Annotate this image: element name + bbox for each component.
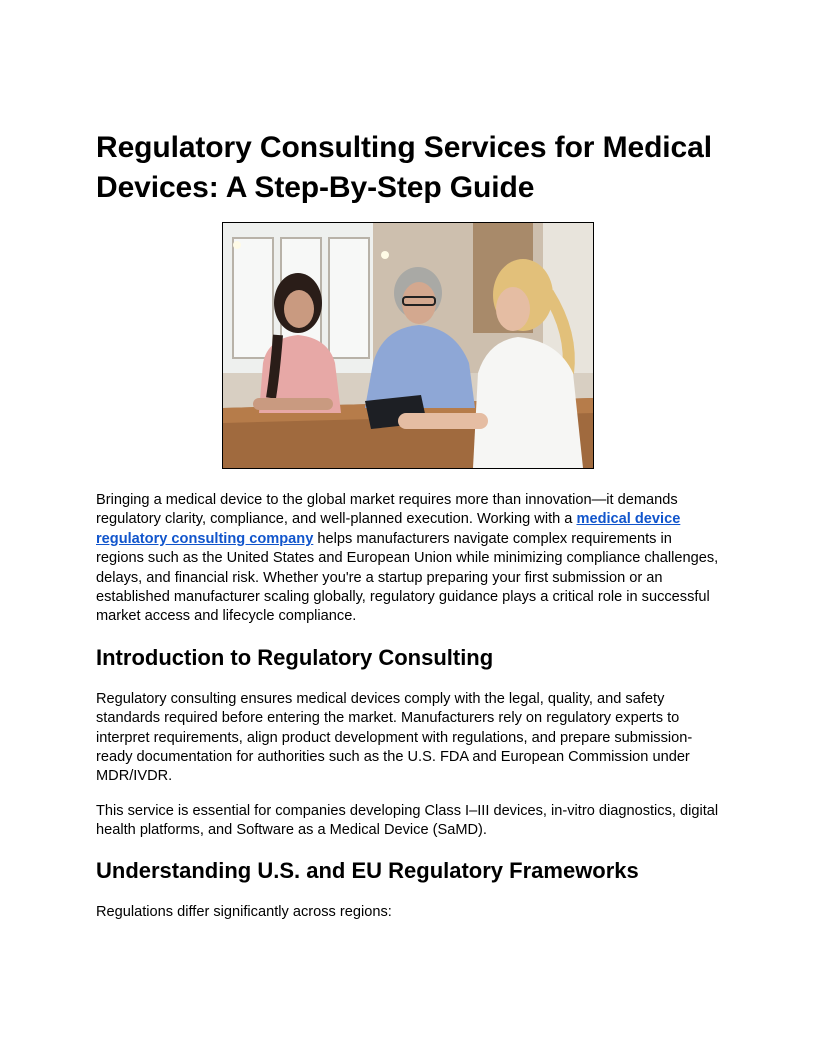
section1-paragraph-2: This service is essential for companies developing Class I–III devices, in-vitro diagnostics, digital health platforms, and Software as a Medical Device (SaMD). bbox=[96, 802, 719, 839]
consulting-meeting-photo bbox=[222, 222, 594, 469]
intro-text-before-link: Bringing a medical device to the global market requires more than innovation—it demands regulatory clarity, compliance, and well-planned execution. Working with a bbox=[96, 492, 678, 528]
figure bbox=[96, 222, 720, 469]
document-page bbox=[96, 128, 720, 922]
consulting-company-link[interactable]: medical device regulatory consulting company bbox=[96, 511, 681, 547]
section2-paragraph-1: Regulations differ significantly across regions: bbox=[96, 903, 392, 920]
section1-paragraph-1: Regulatory consulting ensures medical devices comply with the legal, quality, and safety standards required before entering the market. Manufacturers rely on regulatory experts to interpret requirements, align product development with regulations, and prepare submission-ready documentation for authorities such as the U.S. FDA and European Commission under MDR/IVDR. bbox=[96, 690, 693, 785]
intro-text-after-link: helps manufacturers navigate complex requirements in regions such as the United States and European Union while minimizing compliance challenges, delays, and financial risk. Whether you're a startup preparing your first submission or an established manufacturer scaling globally, regulatory guidance plays a critical role in successful market access and lifecycle compliance. bbox=[96, 530, 719, 625]
intro-paragraph bbox=[96, 491, 720, 627]
section-heading-frameworks: Understanding U.S. and EU Regulatory Frameworks bbox=[96, 857, 639, 883]
section-heading-introduction: Introduction to Regulatory Consulting bbox=[96, 644, 494, 670]
page-title: Regulatory Consulting Services for Medical Devices: A Step-By-Step Guide bbox=[96, 131, 712, 204]
